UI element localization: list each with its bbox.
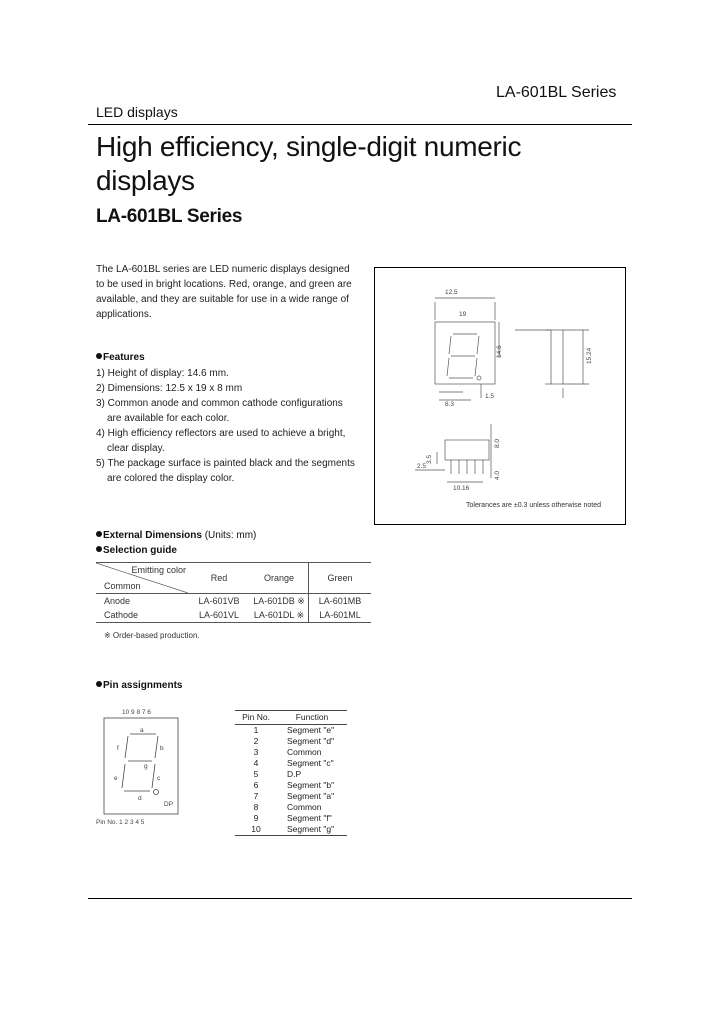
external-dimensions-heading: External Dimensions (Units: mm) (96, 530, 256, 541)
segment-label-c: c (157, 775, 161, 782)
table-row: 3 Common (253, 747, 322, 757)
selection-table (96, 562, 371, 623)
table-row: 4 Segment "c" (253, 758, 334, 768)
series-subtitle: LA-601BL Series (96, 206, 243, 227)
segment-label-g: g (144, 763, 148, 770)
dimension-drawing (375, 268, 625, 524)
features-list (96, 366, 356, 486)
table-row: 10 Segment "g" (235, 824, 347, 836)
pin-table (235, 710, 347, 836)
segment-label-e: e (114, 775, 118, 782)
tolerance-note: Tolerances are ±0.3 unless otherwise noted (466, 502, 601, 509)
dim-thickness-label: 8.0 (494, 438, 501, 448)
segment-label-a: a (140, 727, 144, 734)
segment-label-b: b (160, 745, 164, 752)
feature-item: 5) The package surface is painted black and the segments are colored the display color. (96, 458, 355, 484)
dim-depth-label: 19 (459, 311, 467, 318)
segment-label-f: f (117, 745, 119, 752)
table-row: 9 Segment "f" (253, 813, 332, 823)
dim-pin-pitch-label: 10.16 (453, 485, 470, 492)
dim-lead-offset-label: 3.5 (426, 454, 433, 464)
table-row: 7 Segment "a" (253, 791, 335, 801)
column-header: Red (188, 563, 250, 594)
table-row: 2 Segment "d" (253, 736, 335, 746)
dimension-drawing-frame (374, 267, 626, 525)
feature-item: 4) High efficiency reflectors are used to achieve a bright, clear display. (96, 428, 346, 454)
table-row: Anode LA-601VB LA-601DB ※ LA-601MB (96, 594, 371, 609)
page-title: High efficiency, single-digit numeric displays (96, 131, 522, 196)
top-rule (88, 124, 632, 125)
corner-top-label: Emitting color (131, 565, 186, 575)
feature-item: 2) Dimensions: 12.5 x 19 x 8 mm (96, 383, 243, 394)
category-label: LED displays (96, 104, 178, 120)
order-note: ※ Order-based production. (104, 631, 200, 640)
pin-diagram-svg (92, 704, 192, 828)
function-column-header: Function (277, 711, 347, 725)
header-series: LA-601BL Series (496, 84, 617, 101)
corner-cell (96, 563, 188, 594)
pin-diagram (92, 704, 192, 833)
features-heading: Features (96, 352, 145, 363)
table-row: Cathode LA-601VL LA-601DL ※ LA-601ML (96, 608, 371, 623)
dim-display-height-label: 14.6 (496, 345, 503, 358)
feature-item: 3) Common anode and common cathode configurations are available for each color. (96, 398, 343, 424)
dim-segment-label: 8.3 (445, 401, 455, 408)
table-row: 1 Segment "e" (253, 725, 335, 735)
segment-label-d: d (138, 795, 142, 802)
top-pin-numbers: 10 9 8 7 6 (122, 709, 151, 716)
pin-assignments-heading: Pin assignments (96, 680, 182, 691)
table-row: 6 Segment "b" (253, 780, 335, 790)
intro-paragraph: The LA-601BL series are LED numeric displays designed to be used in bright locations. Red, orange, and green are available, and they are suitable for use in a wide range of applications. (96, 264, 352, 320)
bottom-pin-numbers: Pin No. 1 2 3 4 5 (96, 819, 145, 826)
segment-label-dp: DP (164, 801, 174, 808)
column-header: Orange (250, 563, 309, 594)
selection-guide-heading: Selection guide (96, 545, 177, 556)
pin-column-header: Pin No. (235, 711, 277, 725)
bottom-rule (88, 898, 632, 899)
units-label: (Units: mm) (204, 530, 257, 541)
dim-dp-label: 1.5 (485, 393, 495, 400)
feature-item: 1) Height of display: 14.6 mm. (96, 368, 229, 379)
table-row: 8 Common (253, 802, 322, 812)
table-row: 5 D.P (253, 769, 302, 779)
dim-offset-label: 2.5 (417, 463, 427, 470)
corner-bottom-label: Common (104, 581, 141, 591)
column-header: Green (309, 563, 372, 594)
dim-pin-spacing-label: 15.24 (586, 347, 593, 364)
dim-width-label: 12.5 (445, 289, 458, 296)
dim-lead-length-label: 4.0 (494, 470, 501, 480)
